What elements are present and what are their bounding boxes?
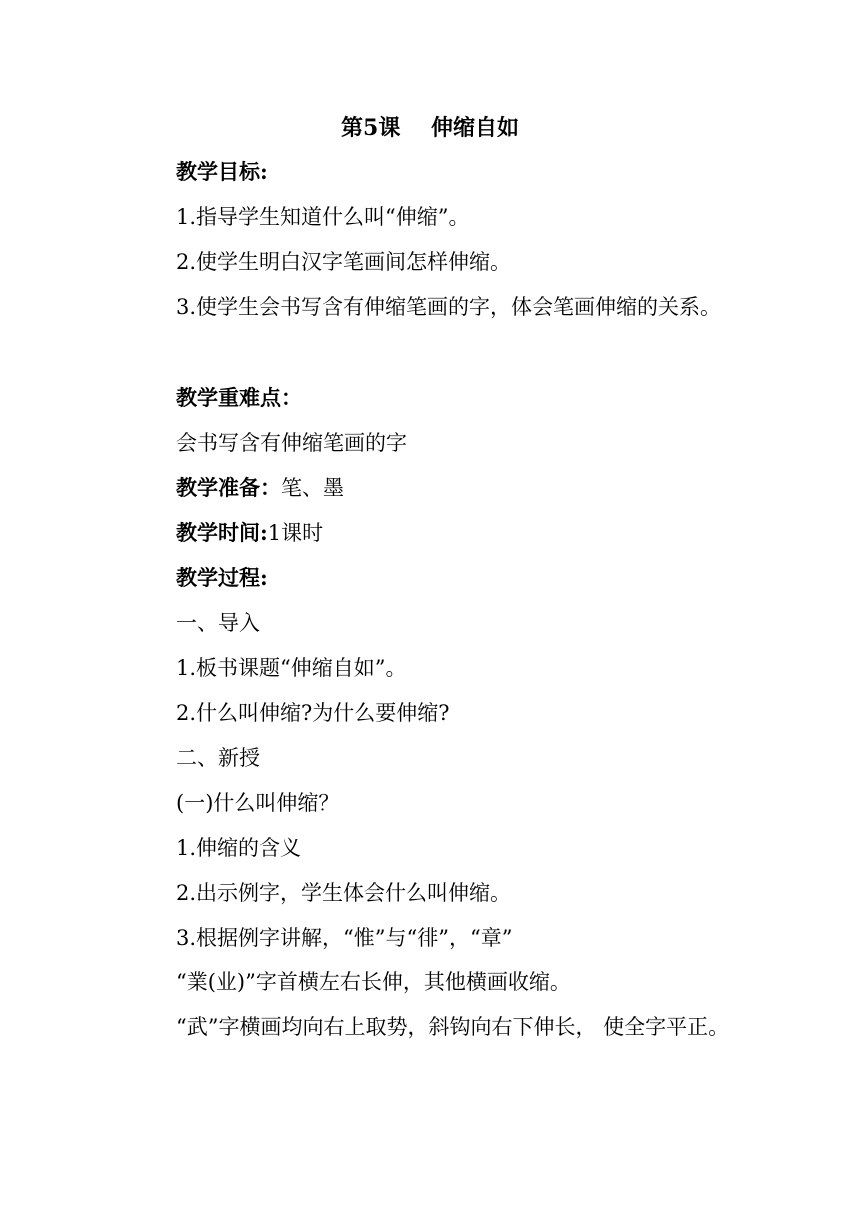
key-points-text: 会书写含有伸缩笔画的字 bbox=[176, 431, 407, 455]
key-points-heading: 教学重难点： bbox=[176, 385, 302, 410]
step-2-3: 3.根据例字讲解，“惟”与“徘”，“章” bbox=[176, 926, 513, 950]
section-1-heading: 一、导入 bbox=[176, 611, 260, 635]
section-2-heading: 二、新授 bbox=[176, 746, 260, 770]
example-wu-text: “武”字横画均向右上取势，斜钩向右下伸长， 使全字平正。 bbox=[176, 1015, 730, 1039]
example-ye-text: “業(业)”字首横左右长伸，其他横画收缩。 bbox=[176, 970, 571, 994]
step-2-1: 1.伸缩的含义 bbox=[176, 836, 302, 860]
subsection-1-heading: (一)什么叫伸缩？ bbox=[176, 791, 340, 815]
objective-1: 1.指导学生知道什么叫“伸缩”。 bbox=[176, 205, 470, 229]
time-line bbox=[176, 517, 323, 549]
objective-3: 3.使学生会书写含有伸缩笔画的字，体会笔画伸缩的关系。 bbox=[176, 295, 722, 319]
step-2-2: 2.出示例字，学生体会什么叫伸缩。 bbox=[176, 881, 512, 905]
objectives-heading: 教学目标: bbox=[176, 159, 268, 184]
time-text: 1课时 bbox=[267, 521, 324, 545]
time-heading: 教学时间: bbox=[176, 520, 268, 545]
process-heading: 教学过程: bbox=[176, 565, 268, 590]
preparation-line bbox=[176, 472, 344, 504]
lesson-title: 第5课 伸缩自如 bbox=[341, 115, 519, 141]
step-1-1: 1.板书课题“伸缩自如”。 bbox=[176, 656, 407, 680]
preparation-heading: 教学准备： bbox=[176, 475, 281, 500]
step-1-2: 2.什么叫伸缩?为什么要伸缩? bbox=[176, 701, 450, 725]
preparation-text: 笔、墨 bbox=[281, 476, 344, 500]
objective-2: 2.使学生明白汉字笔画间怎样伸缩。 bbox=[176, 250, 512, 274]
